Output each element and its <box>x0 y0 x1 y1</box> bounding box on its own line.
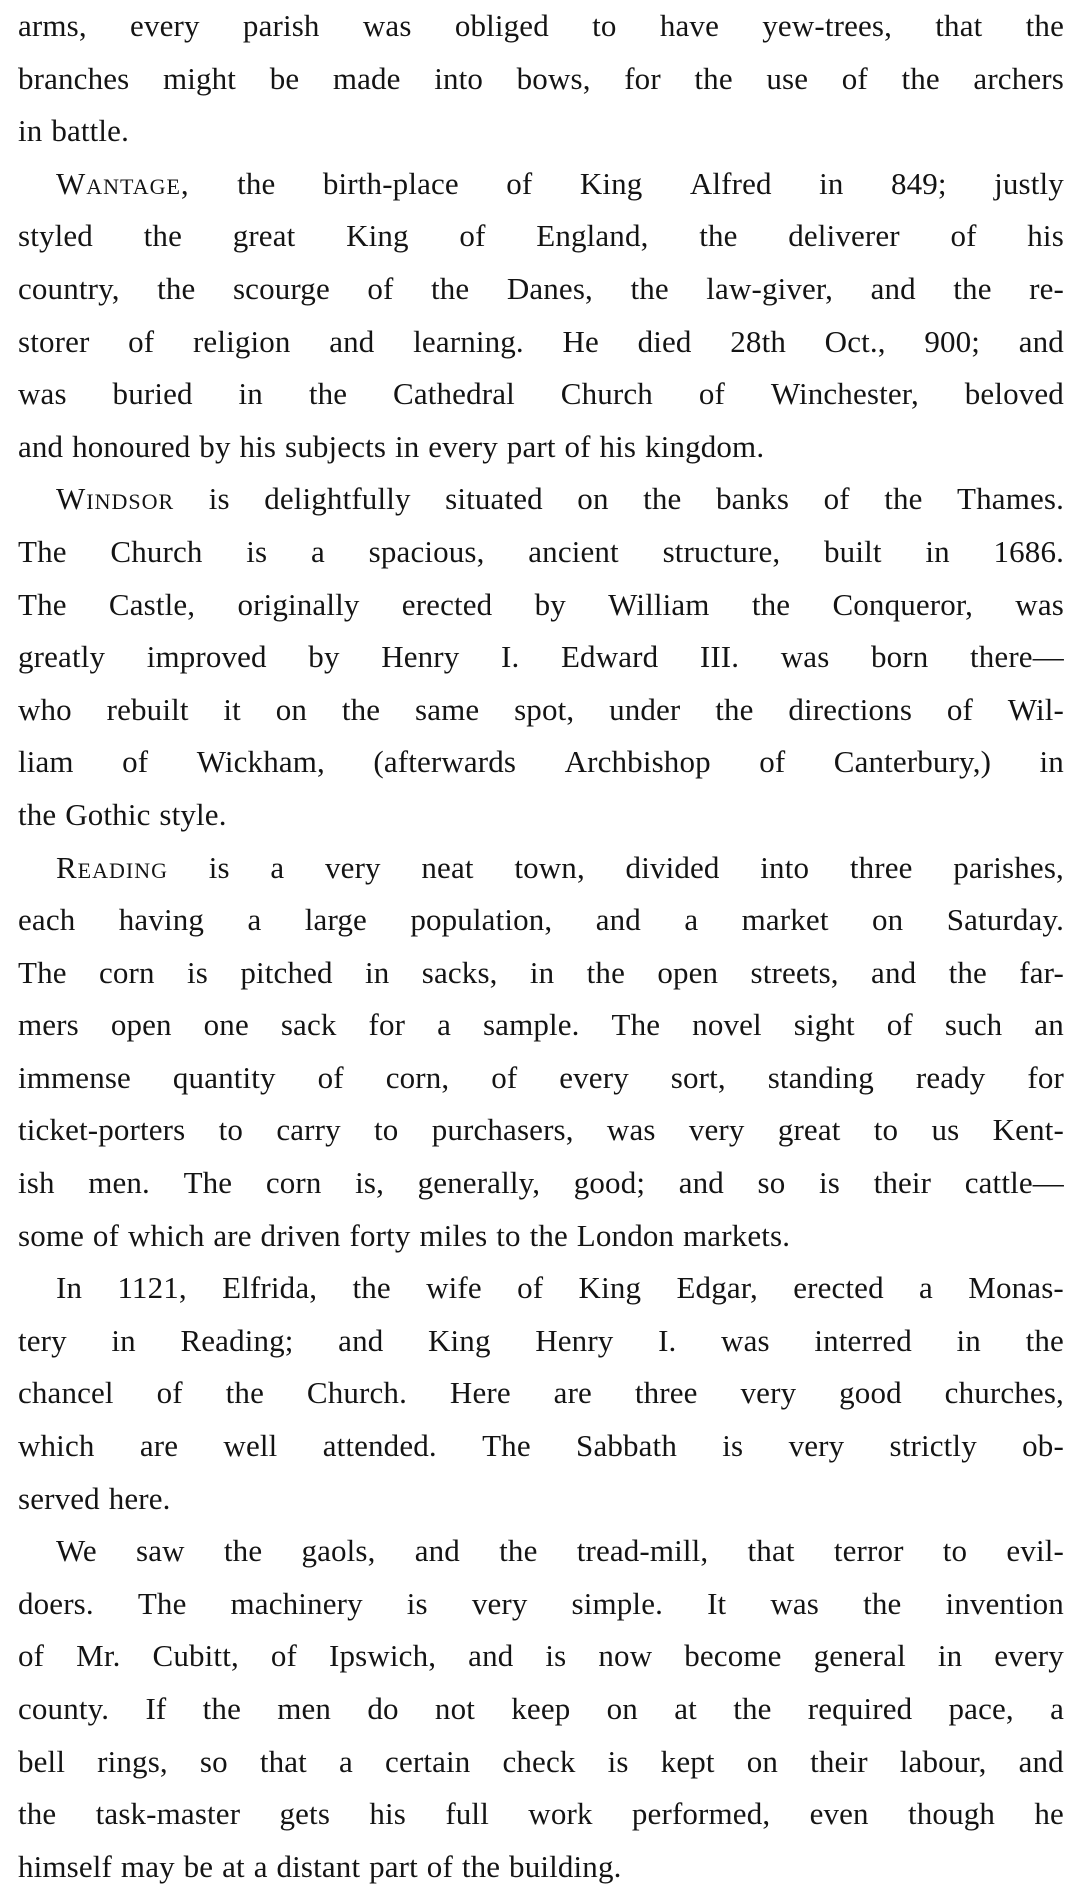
text-line: ish men. The corn is, generally, good; and so is their cattle— <box>18 1165 1064 1201</box>
text-line: was buried in the Cathedral Church of Winchester, beloved <box>18 376 1064 412</box>
text-line: of Mr. Cubitt, of Ipswich, and is now become general in every <box>18 1638 1064 1674</box>
section-lead-word: Windsor <box>56 481 175 517</box>
text-line: Reading is a very neat town, divided into three parishes, <box>18 842 1064 895</box>
text-line: country, the scourge of the Danes, the law-giver, and the re- <box>18 270 1064 306</box>
text-line: We saw the gaols, and the tread-mill, that terror to evil- <box>56 1533 1064 1569</box>
text-line <box>18 421 1064 474</box>
text-line: who rebuilt it on the same spot, under the directions of Wil- <box>18 691 1064 727</box>
text-line: tery in Reading; and King Henry I. was interred in the <box>18 1322 1064 1358</box>
text-line: mers open one sack for a sample. The novel sight of such an <box>18 1007 1064 1043</box>
line-text: himself may be at a distant part of the building. <box>18 1848 622 1884</box>
text-line <box>18 789 1064 842</box>
line-text: served here. <box>18 1480 171 1516</box>
section-lead-word: Reading <box>56 849 168 885</box>
text-line: styled the great King of England, the deliverer of his <box>18 218 1064 254</box>
text-line: which are well attended. The Sabbath is very strictly ob- <box>18 1428 1064 1464</box>
text-line: The Church is a spacious, ancient structure, built in 1686. <box>18 533 1064 569</box>
text-line: greatly improved by Henry I. Edward III. was born there— <box>18 639 1064 675</box>
text-line <box>18 1210 1064 1263</box>
line-text: the Gothic style. <box>18 796 227 832</box>
text-line: Windsor is delightfully situated on the banks of the Thames. <box>18 473 1064 526</box>
text-line: bell rings, so that a certain check is kept on their labour, and <box>18 1743 1064 1779</box>
text-line <box>18 1841 1064 1894</box>
text-line: county. If the men do not keep on at the required pace, a <box>18 1691 1064 1726</box>
text-line: storer of religion and learning. He died 28th Oct., 900; and <box>18 323 1064 359</box>
text-line: The Castle, originally erected by William the Conqueror, was <box>18 586 1064 622</box>
text-line: doers. The machinery is very simple. It was the invention <box>18 1585 1064 1621</box>
body-text <box>18 0 1064 1893</box>
text-line: liam of Wickham, (afterwards Archbishop of Canterbury,) in <box>18 744 1064 780</box>
text-line: Wantage, the birth-place of King Alfred in 849; justly <box>18 158 1064 211</box>
text-line <box>18 1473 1064 1526</box>
section-lead-word: Wantage, <box>56 165 190 201</box>
text-line: arms, every parish was obliged to have yew-trees, that the <box>18 8 1064 43</box>
text-line <box>18 105 1064 158</box>
line-text: and honoured by his subjects in every part of his kingdom. <box>18 428 765 464</box>
text-line: branches might be made into bows, for the use of the archers <box>18 60 1064 96</box>
text-line: ticket-porters to carry to purchasers, was very great to us Kent- <box>18 1112 1064 1148</box>
text-line: The corn is pitched in sacks, in the open streets, and the far- <box>18 954 1064 990</box>
text-line: chancel of the Church. Here are three very good churches, <box>18 1375 1064 1411</box>
text-line: In 1121, Elfrida, the wife of King Edgar, erected a Monas- <box>56 1270 1064 1306</box>
text-line: the task-master gets his full work performed, even though he <box>18 1796 1064 1832</box>
line-text: some of which are driven forty miles to the London markets. <box>18 1217 791 1253</box>
text-line: immense quantity of corn, of every sort, standing ready for <box>18 1059 1064 1095</box>
text-line: each having a large population, and a market on Saturday. <box>18 902 1064 938</box>
line-text: in battle. <box>18 113 129 149</box>
